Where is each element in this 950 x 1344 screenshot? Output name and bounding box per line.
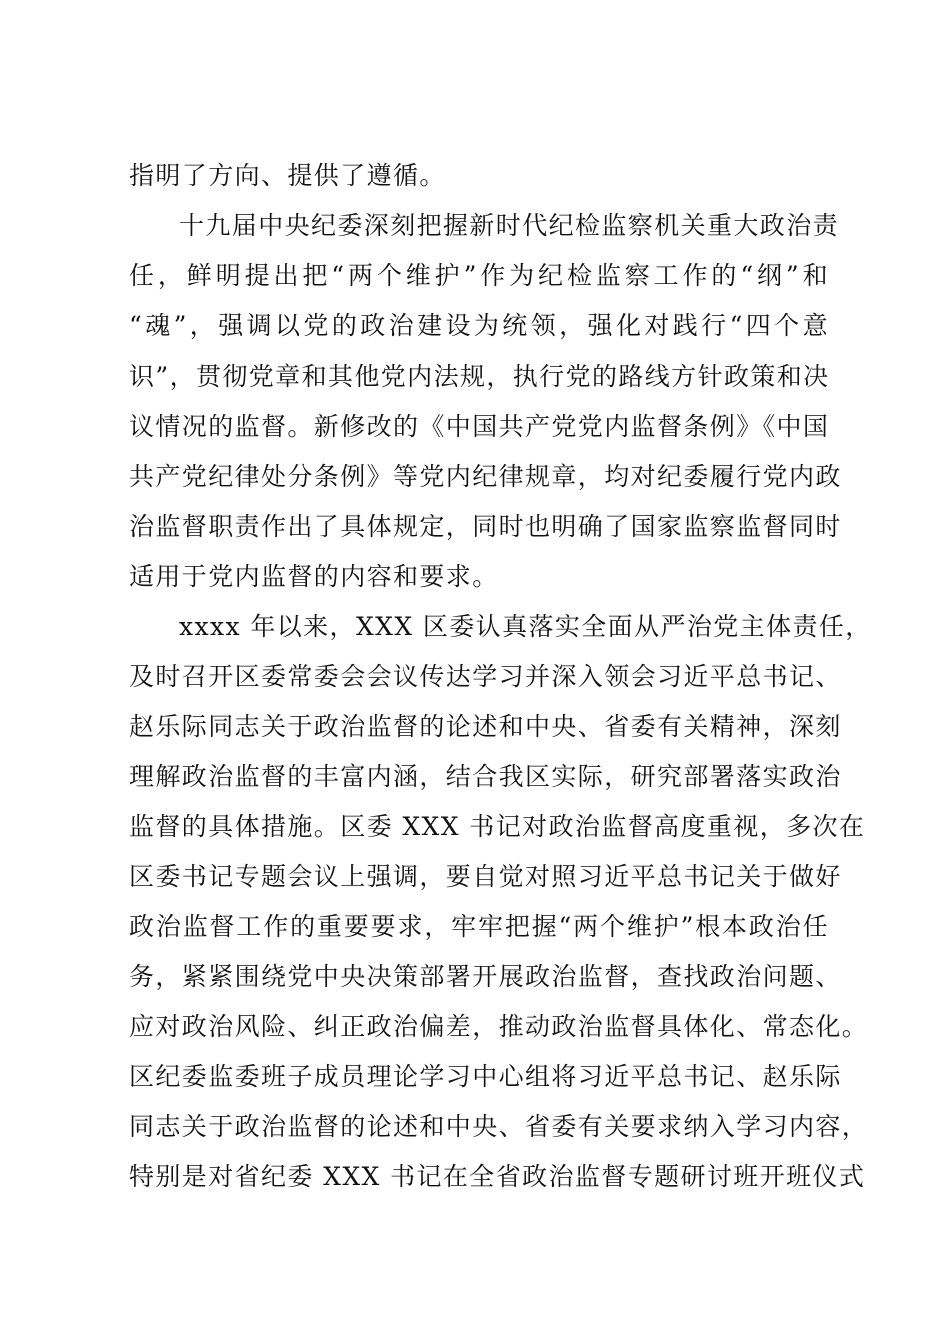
text-line: 特别是对省纪委 XXX 书记在全省政治监督专题研讨班开班仪式 xyxy=(129,1162,866,1191)
text-line: 赵乐际同志关于政治监督的论述和中央、省委有关精神，深刻 xyxy=(129,712,842,741)
paragraph-start-line: 十九届中央纪委深刻把握新时代纪检监察机关重大政治责 xyxy=(179,211,840,240)
text-line: 应对政治风险、纠正政治偏差，推动政治监督具体化、常态化。 xyxy=(129,1012,869,1041)
text-line: 务，紧紧围绕党中央决策部署开展政治监督，查找政治问题、 xyxy=(129,962,842,991)
text-line: 识”，贯彻党章和其他党内法规，执行党的路线方针政策和决 xyxy=(129,362,830,391)
text-line: 区委书记专题会议上强调，要自觉对照习近平总书记关于做好 xyxy=(129,862,842,891)
text-line: 及时召开区委常委会会议传达学习并深入领会习近平总书记、 xyxy=(129,662,842,691)
text-line: 共产党纪律处分条例》等党内纪律规章，均对纪委履行党内政 xyxy=(129,462,842,491)
text-line: 区纪委监委班子成员理论学习中心组将习近平总书记、赵乐际 xyxy=(129,1062,842,1091)
text-line: 议情况的监督。新修改的《中国共产党党内监督条例》《中国 xyxy=(129,412,830,441)
text-line: 治监督职责作出了具体规定，同时也明确了国家监察监督同时 xyxy=(129,512,842,541)
text-line: 适用于党内监督的内容和要求。 xyxy=(129,562,499,591)
text-line: 任，鲜明提出把“两个维护”作为纪检监察工作的“纲”和 xyxy=(129,261,829,290)
paragraph-start-line: xxxx 年以来，XXX 区委认真落实全面从严治党主体责任， xyxy=(179,612,872,641)
text-line: “魂”，强调以党的政治建设为统领，强化对践行“四个意 xyxy=(129,311,829,340)
text-line: 同志关于政治监督的论述和中央、省委有关要求纳入学习内容， xyxy=(129,1112,869,1141)
text-line: 指明了方向、提供了遵循。 xyxy=(129,161,446,190)
text-line: 理解政治监督的丰富内涵，结合我区实际，研究部署落实政治 xyxy=(129,762,842,791)
text-line: 监督的具体措施。区委 XXX 书记对政治监督高度重视，多次在 xyxy=(129,812,866,841)
text-line: 政治监督工作的重要要求，牢牢把握“两个维护”根本政治任 xyxy=(129,912,829,941)
